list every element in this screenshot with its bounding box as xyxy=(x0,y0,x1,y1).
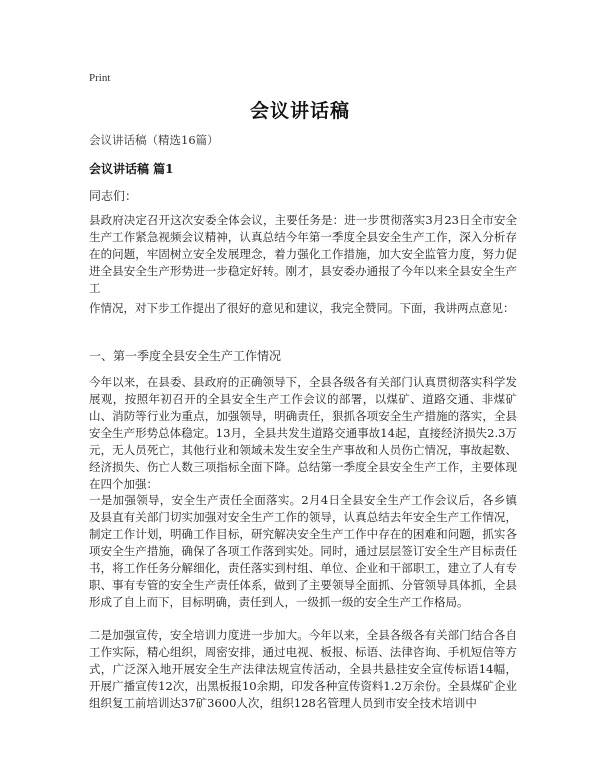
print-label[interactable]: Print xyxy=(89,72,111,84)
paragraph-intro: 县政府决定召开这次安委全体会议，主要任务是：进一步贯彻落实3月23日全市安全生产工作紧急视频会议精神，认真总结今年第一季度全县安全生产工作，深入分析存在的问题，牢固树立安全发展理念，着力强化工作措施，加大安全监管力度，努力促进全县安全生产形势进一步稳定好转。刚才，县安委办通报了今年以来全县安全生产工 xyxy=(89,213,517,295)
section-heading: 一、第一季度全县安全生产工作情况 xyxy=(89,349,282,363)
greeting: 同志们： xyxy=(89,189,138,203)
paragraph-continuation: 作情况，对下步工作提出了很好的意见和建议，我完全赞同。下面，我讲两点意见： xyxy=(89,301,515,315)
document-subtitle: 会议讲话稿（精选16篇） xyxy=(89,133,219,147)
paragraph-publicity: 二是加强宣传，安全培训力度进一步加大。今年以来，全县各级各有关部门结合各自工作实际，精心组织，周密安排，通过电视、板报、标语、法律咨询、手机短信等方式，广泛深入地开展安全生产法律法规宣传活动，全县共悬挂安全宣传标语14幅，开展广播宣传12次，出黑板报10余期，印发各种宣传资料1.2万余份。全县煤矿企业组织复工前培训达37矿3600人次，组织128名管理人员到市安全技术培训中 xyxy=(89,628,517,710)
paragraph-leadership: 一是加强领导，安全生产责任全面落实。2月4日全县安全生产工作会议后，各乡镇及县直有关部门切实加强对安全生产工作的领导，认真总结去年安全生产工作情况，制定工作计划，明确工作目标，研究解决安全生产工作中存在的困难和问题，抓实各项安全生产措施，确保了各项工作落到实处。同时，通过层层签订安全生产目标责任书，将工作任务分解细化，责任落实到村组、单位、企业和干部职工，建立了人有专职、事有专管的安全生产责任体系，做到了主要领导全面抓、分管领导具体抓，全县形成了自上而下，目标明确，责任到人，一级抓一级的安全生产工作格局。 xyxy=(89,493,517,609)
paragraph-situation: 今年以来，在县委、县政府的正确领导下，全县各级各有关部门认真贯彻落实科学发展观，按照年初召开的全县安全生产工作会议的部署，以煤矿、道路交通、非煤矿山、消防等行业为重点，加强领导，明确责任，狠抓各项安全生产措施的落实，全县安全生产形势总体稳定。13月，全县共发生道路交通事故14起，直接经济损失2.3万元，无人员死亡，其他行业和领域未发生安全生产事故和人员伤亡情况，事故起数、经济损失、伤亡人数三项指标全面下降。总结第一季度全县安全生产工作，主要体现在四个加强： xyxy=(89,375,517,491)
section-title: 会议讲话稿 篇1 xyxy=(89,162,174,176)
document-title: 会议讲话稿 xyxy=(249,100,350,122)
